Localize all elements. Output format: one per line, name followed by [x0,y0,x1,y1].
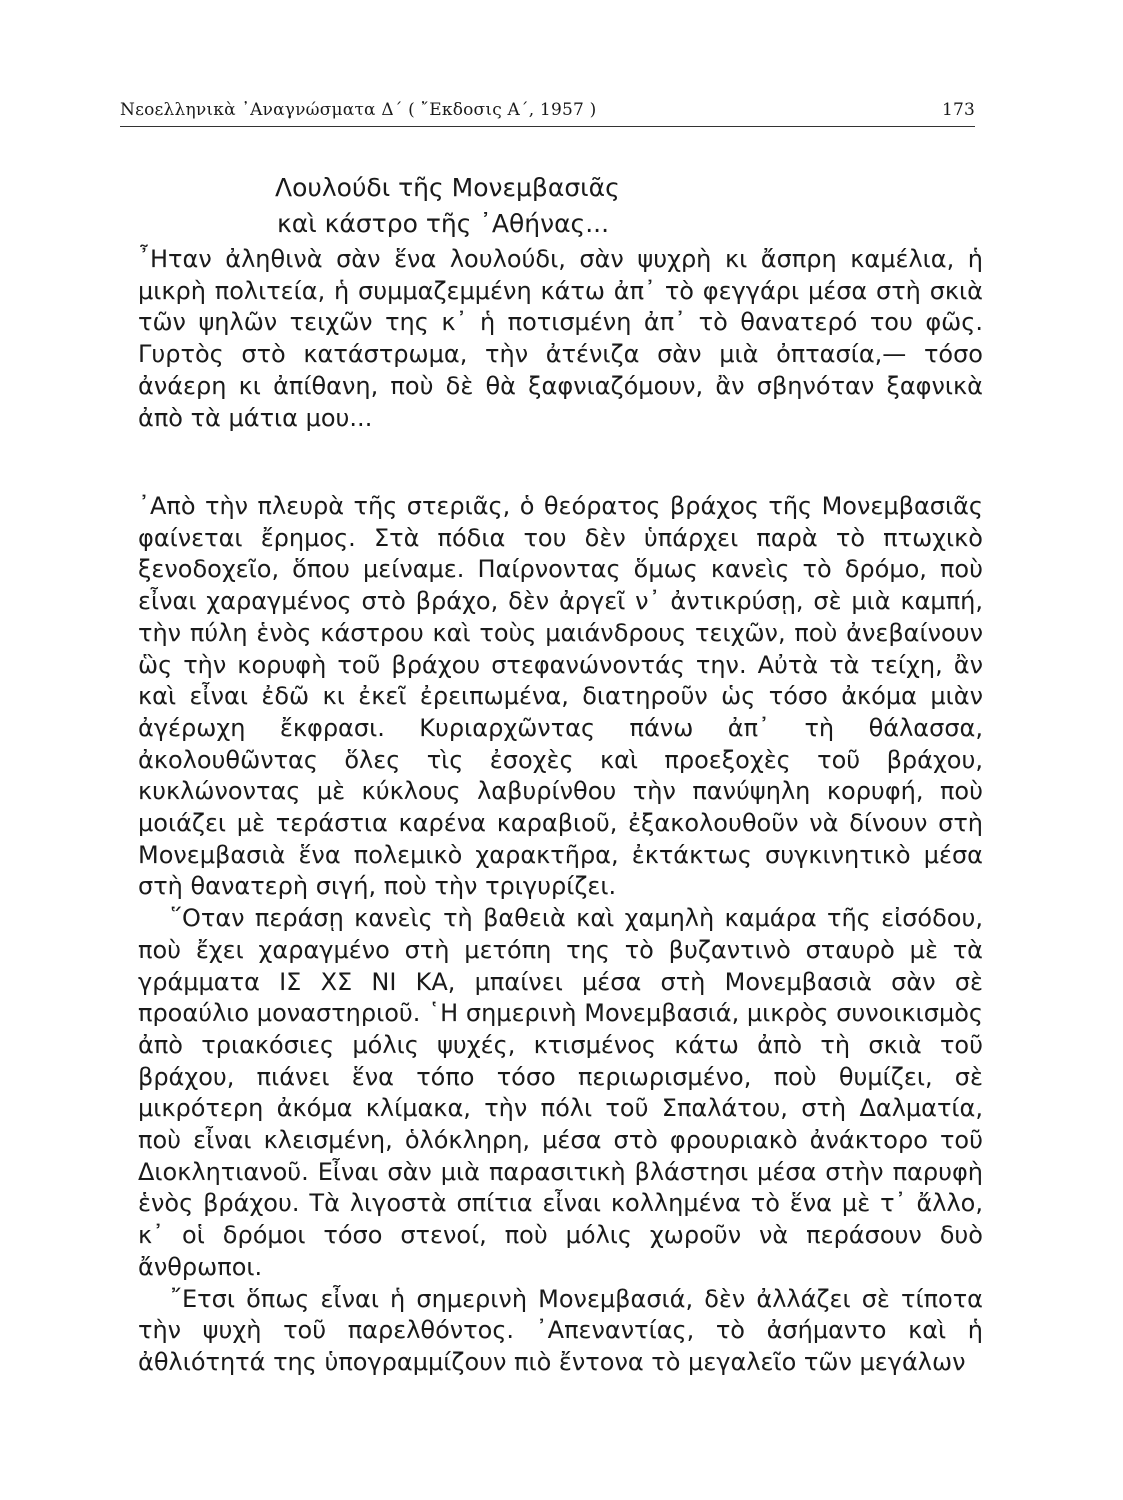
body-text-block-1 [138,244,983,434]
epigraph [275,170,620,242]
body-text-block-2 [138,491,983,1379]
paragraph-1: ῏Ηταν ἀληθινὰ σὰν ἕνα λουλούδι, σὰν ψυχρὴ κι ἄσπρη καμέλια, ἡ μικρὴ πολιτεία, ἡ συμμαζεμμένη κάτω ἀπ᾿ τὸ φεγγάρι μέσα στὴ σκιὰ τῶν ψηλῶν τειχῶν της κ᾿ ἡ ποτισμένη ἀπ᾿ τὸ θανατερό του φῶς. Γυρτὸς στὸ κατάστρωμα, τὴν ἀτένιζα σὰν μιὰ ὀπτασία,— τόσο ἀνάερη κι ἀπίθανη, ποὺ δὲ θὰ ξαφνιαζόμουν, ἂν σβηνόταν ξαφνικὰ ἀπὸ τὰ μάτια μου... [138,245,983,432]
paragraph-2: ᾿Απὸ τὴν πλευρὰ τῆς στεριᾶς, ὁ θεόρατος βράχος τῆς Μονεμβασιᾶς φαίνεται ἔρημος. Στὰ πόδια του δὲν ὑπάρχει παρὰ τὸ πτωχικὸ ξενοδοχεῖο, ὅπου μείναμε. Παίρνοντας ὅμως κανεὶς τὸ δρόμο, ποὺ εἶναι χαραγμένος στὸ βράχο, δὲν ἀργεῖ ν᾿ ἀντικρύσῃ, σὲ μιὰ καμπή, τὴν πύλη ἑνὸς κάστρου καὶ τοὺς μαιάνδρους τειχῶν, ποὺ ἀνεβαίνουν ὣς τὴν κορυφὴ τοῦ βράχου στεφανώνοντάς την. Αὐτὰ τὰ τείχη, ἂν καὶ εἶναι ἐδῶ κι ἐκεῖ ἐρειπωμένα, διατηροῦν ὡς τόσο ἀκόμα μιὰν ἀγέρωχη ἔκφρασι. Κυριαρχῶντας πάνω ἀπ᾿ τὴ θάλασσα, ἀκολουθῶντας ὅλες τὶς ἐσοχὲς καὶ προεξοχὲς τοῦ βράχου, κυκλώνοντας μὲ κύκλους λαβυρίνθου τὴν πανύψηλη κορυφή, ποὺ μοιάζει μὲ τεράστια καρένα καραβιοῦ, ἐξακολουθοῦν νὰ δίνουν στὴ Μονεμβασιὰ ἕνα πολεμικὸ χαρακτῆρα, ἐκτάκτως συγκινητικὸ μέσα στὴ θανατερὴ σιγή, ποὺ τὴν τριγυρίζει. [138,492,983,901]
page-number: 173 [941,100,975,120]
running-header [120,100,975,127]
paragraph-4: ῎Ετσι ὅπως εἶναι ἡ σημερινὴ Μονεμβασιά, δὲν ἀλλάζει σὲ τίποτα τὴν ψυχὴ τοῦ παρελθόντος. ᾿Απεναντίας, τὸ ἀσήμαντο καὶ ἡ ἀθλιότητά της ὑπογραμμίζουν πιὸ ἔντονα τὸ μεγαλεῖο τῶν μεγάλων [138,1284,983,1376]
epigraph-line-1: Λουλούδι τῆς Μονεμβασιᾶς [275,173,620,202]
paragraph-3: ῞Οταν περάσῃ κανεὶς τὴ βαθειὰ καὶ χαμηλὴ καμάρα τῆς εἰσόδου, ποὺ ἔχει χαραγμένο στὴ μετόπη της τὸ βυζαντινὸ σταυρὸ μὲ τὰ γράμματα ΙΣ ΧΣ ΝΙ ΚΑ, μπαίνει μέσα στὴ Μονεμβασιὰ σὰν σὲ προαύλιο μοναστηριοῦ. ῾Η σημερινὴ Μονεμβασιά, μικρὸς συνοικισμὸς ἀπὸ τριακόσιες μόλις ψυχές, κτισμένος κάτω ἀπὸ τὴ σκιὰ τοῦ βράχου, πιάνει ἕνα τόπο τόσο περιωρισμένο, ποὺ θυμίζει, σὲ μικρότερη ἀκόμα κλίμακα, τὴν πόλι τοῦ Σπαλάτου, στὴ Δαλματία, ποὺ εἶναι κλεισμένη, ὁλόκληρη, μέσα στὸ φρουριακὸ ἀνάκτορο τοῦ Διοκλητιανοῦ. Εἶναι σὰν μιὰ παρασιτικὴ βλάστησι μέσα στὴν παρυφὴ ἑνὸς βράχου. Τὰ λιγοστὰ σπίτια εἶναι κολλημένα τὸ ἕνα μὲ τ᾿ ἄλλο, κ᾿ οἱ δρόμοι τόσο στενοί, ποὺ μόλις χωροῦν νὰ περάσουν δυὸ ἄνθρωποι. [138,904,983,1281]
epigraph-line-2: καὶ κάστρο τῆς ᾿Αθήνας... [277,209,610,238]
running-title: Νεοελληνικὰ ᾿Αναγνώσματα Δ´ ( ῎Εκδοσις Α´, 1957 ) [120,100,597,120]
